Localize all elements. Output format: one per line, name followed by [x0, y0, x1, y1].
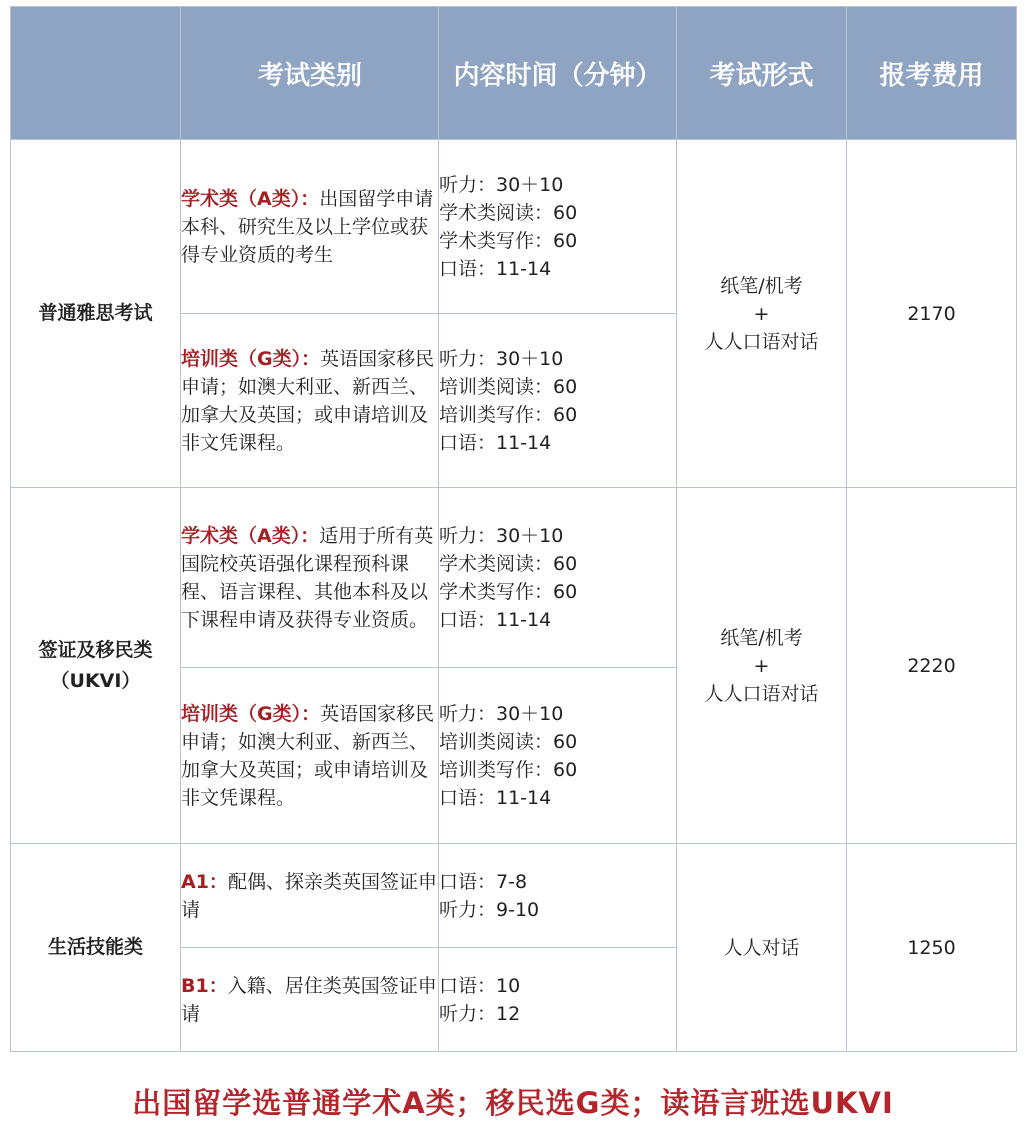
category-ukvi: [11, 488, 181, 844]
duration-item: 听力：9-10: [439, 898, 540, 921]
format-line: 人人口语对话: [704, 330, 819, 353]
desc-general-training: [181, 314, 439, 488]
desc-ukvi-academic: [181, 488, 439, 668]
desc-text: 适用于所有英国院校英语强化课程预科课程、语言课程、其他本科及以下课程申请及获得专业资质。: [181, 524, 434, 631]
format-general-ielts: [677, 140, 847, 488]
footer-recommendation-note: 出国留学选普通学术A类；移民选G类；读语言班选UKVI: [132, 1086, 894, 1120]
tag-label: 培训类（G类）：: [181, 702, 321, 725]
duration-item: 听力：30＋10: [439, 173, 564, 196]
desc-general-academic: [181, 140, 439, 314]
desc-life-b1: [181, 948, 439, 1052]
tag-label: 培训类（G类）：: [181, 347, 321, 370]
duration-ukvi-training: [439, 668, 677, 844]
duration-item: 口语：10: [439, 974, 521, 997]
desc-text: 英语国家移民申请；如澳大利亚、新西兰、加拿大及英国；或申请培训及非文凭课程。: [181, 702, 435, 809]
fee-general-ielts: 2170: [847, 140, 1017, 488]
duration-item: 学术类写作：60: [439, 229, 578, 252]
duration-item: 听力：30＋10: [439, 524, 564, 547]
duration-general-academic: [439, 140, 677, 314]
category-general-ielts: 普通雅思考试: [11, 140, 181, 488]
tag-label: B1：: [181, 974, 228, 997]
duration-ukvi-academic: [439, 488, 677, 668]
format-line: 纸笔/机考: [720, 626, 803, 649]
duration-item: 培训类阅读：60: [439, 730, 578, 753]
header-duration: 内容时间（分钟）: [439, 7, 677, 140]
format-life-skills: 人人对话: [677, 844, 847, 1052]
duration-item: 培训类写作：60: [439, 758, 578, 781]
table-row: [11, 488, 1017, 668]
duration-item: 学术类阅读：60: [439, 552, 578, 575]
header-fee: 报考费用: [847, 7, 1017, 140]
duration-item: 口语：7-8: [439, 870, 528, 893]
duration-item: 听力：12: [439, 1002, 521, 1025]
format-line: +: [753, 654, 770, 677]
duration-item: 培训类写作：60: [439, 403, 578, 426]
duration-item: 学术类阅读：60: [439, 201, 578, 224]
header-blank-cell: [11, 7, 181, 140]
tag-label: A1：: [181, 870, 228, 893]
tag-label: 学术类（A类）：: [181, 524, 320, 547]
header-exam-category: 考试类别: [181, 7, 439, 140]
table-header-row: [11, 7, 1017, 140]
format-ukvi: [677, 488, 847, 844]
format-line: +: [753, 302, 770, 325]
category-life-skills: 生活技能类: [11, 844, 181, 1052]
duration-item: 学术类写作：60: [439, 580, 578, 603]
format-line: 纸笔/机考: [720, 274, 803, 297]
duration-general-training: [439, 314, 677, 488]
header-exam-format: 考试形式: [677, 7, 847, 140]
desc-ukvi-training: [181, 668, 439, 844]
desc-life-a1: [181, 844, 439, 948]
duration-item: 培训类阅读：60: [439, 375, 578, 398]
duration-item: 听力：30＋10: [439, 347, 564, 370]
duration-item: 口语：11-14: [439, 431, 552, 454]
category-line: 签证及移民类: [38, 638, 153, 661]
desc-text: 出国留学申请本科、研究生及以上学位或获得专业资质的考生: [181, 187, 434, 266]
fee-life-skills: 1250: [847, 844, 1017, 1052]
ielts-exam-table: [10, 6, 1017, 1052]
category-line: （UKVI）: [50, 669, 141, 692]
duration-item: 口语：11-14: [439, 608, 552, 631]
desc-text: 英语国家移民申请；如澳大利亚、新西兰、加拿大及英国；或申请培训及非文凭课程。: [181, 347, 435, 454]
duration-item: 口语：11-14: [439, 257, 552, 280]
table-row: [11, 140, 1017, 314]
desc-text: 配偶、探亲类英国签证申请: [181, 870, 437, 921]
desc-text: 入籍、居住类英国签证申请: [181, 974, 437, 1025]
duration-item: 听力：30＋10: [439, 702, 564, 725]
duration-life-b1: [439, 948, 677, 1052]
duration-item: 口语：11-14: [439, 786, 552, 809]
fee-ukvi: 2220: [847, 488, 1017, 844]
duration-life-a1: [439, 844, 677, 948]
tag-label: 学术类（A类）：: [181, 187, 320, 210]
format-line: 人人口语对话: [704, 682, 819, 705]
table-row: [11, 844, 1017, 948]
